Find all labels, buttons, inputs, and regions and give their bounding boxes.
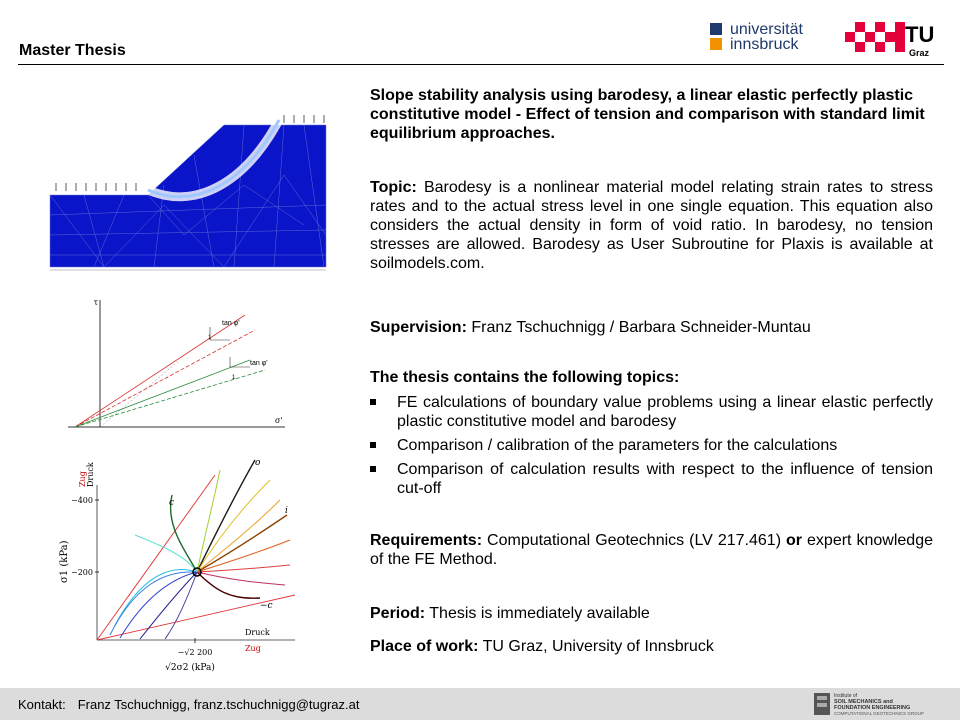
y-tick-m200: −200 [71,568,93,577]
contact-label: Kontakt: [18,697,66,712]
y-tick-m400: −400 [71,496,93,505]
uibk-square-icon [710,38,722,50]
smfe-line3: FOUNDATION ENGINEERING [834,705,911,711]
zug-label-top: Zug [78,471,87,487]
list-item: Comparison / calibration of the parameters for the calculations [370,436,933,455]
supervision-paragraph [370,318,933,337]
path-label-c: c [169,498,175,508]
bullet-icon [370,442,376,448]
stress-path-plot [55,455,305,675]
path-label-o: o [255,458,261,468]
requirements-or: or [786,532,803,549]
x-axis-label: √2σ2 (kPa) [165,663,215,673]
mohr-coulomb-plot [60,295,295,435]
fe-mesh-figure [44,115,334,275]
y-axis-label: σ1 (kPa) [59,540,70,583]
footer-bar [0,688,960,720]
smfe-logo [812,690,952,718]
period-text: Thesis is immediately available [425,605,650,622]
zug-label-bottom: Zug [245,644,261,653]
place-label: Place of work: [370,638,479,655]
tugraz-logo-text: TU [905,22,935,47]
uibk-logo-line2: innsbruck [730,36,799,53]
header-divider [18,64,944,65]
page-title: Master Thesis [19,42,126,59]
contact-text: Franz Tschuchnigg, franz.tschuchnigg@tugraz.at [77,697,360,712]
path-label-i: i [285,506,288,516]
contact-line [18,697,359,712]
requirements-text-1: Computational Geotechnics (LV 217.461) [482,532,787,549]
bullet-icon [370,466,376,472]
x-tick: −√2 200 [177,648,213,657]
path-label-minus-c: −c [260,601,273,611]
uibk-logo [710,22,828,54]
stress-path-figure [55,455,305,675]
thesis-description [370,86,934,655]
smfe-line1: Institute of [834,693,858,699]
list-item: Comparison of calculation results with respect to the influence of tension cut-off [370,460,933,498]
period-label: Period: [370,605,426,622]
druck-label-top: Druck [86,462,95,487]
period-paragraph [370,604,933,623]
smfe-line4: COMPUTATIONAL GEOTECHNICS GROUP [834,711,924,716]
supervision-text: Franz Tschuchnigg / Barbara Schneider-Muntau [466,319,811,336]
uibk-square-icon [710,23,722,35]
druck-label-bottom: Druck [245,628,270,637]
place-text: TU Graz, University of Innsbruck [478,638,714,655]
tugraz-logo-sub: Graz [909,48,930,58]
bullet-icon [370,399,376,405]
requirements-label: Requirements: [370,532,483,549]
tugraz-logo [845,22,940,62]
topic-label: Topic: [370,179,417,196]
sigma-axis-label: σ' [275,416,283,425]
tan-phi-label-2: tan φ' [250,360,268,367]
smfe-logo-image [812,690,952,718]
slope-one-label-2: 1 [232,375,236,381]
supervision-label: Supervision: [370,319,467,336]
requirements-text-2: expert knowledge of the FE Method. [370,532,934,568]
uibk-logo-line1: universität [730,21,803,38]
topic-text: Barodesy is a nonlinear material model relating strain rates to stress rates and to the actual stress level in one single equation. This equation also considers the actual density in form of void ratio. In barodesy, no tension stresses are allowed. Barodesy as User Subroutine for Plaxis is available at soilmodels.com. [370,179,933,272]
topics-heading: The thesis contains the following topics: [370,369,680,386]
list-item: FE calculations of boundary value problems using a linear elastic perfectly plastic constitutive model and barodesy [370,393,933,431]
topic-paragraph [370,178,933,273]
fe-mesh-image [44,115,334,275]
place-paragraph [370,637,933,656]
smfe-line2: SOIL MECHANICS and [834,699,893,705]
thesis-title: Slope stability analysis using barodesy, a linear elastic perfectly plastic constitutive model - Effect of tension and comparison with standard limit equilibrium approaches. [370,87,925,142]
mohr-coulomb-figure [60,295,295,435]
requirements-paragraph [370,531,933,569]
slope-one-label-1: 1 [208,335,212,341]
topics-list [370,393,933,498]
tan-phi-label-1: tan φ' [222,320,240,327]
tau-axis-label: τ [93,298,98,307]
